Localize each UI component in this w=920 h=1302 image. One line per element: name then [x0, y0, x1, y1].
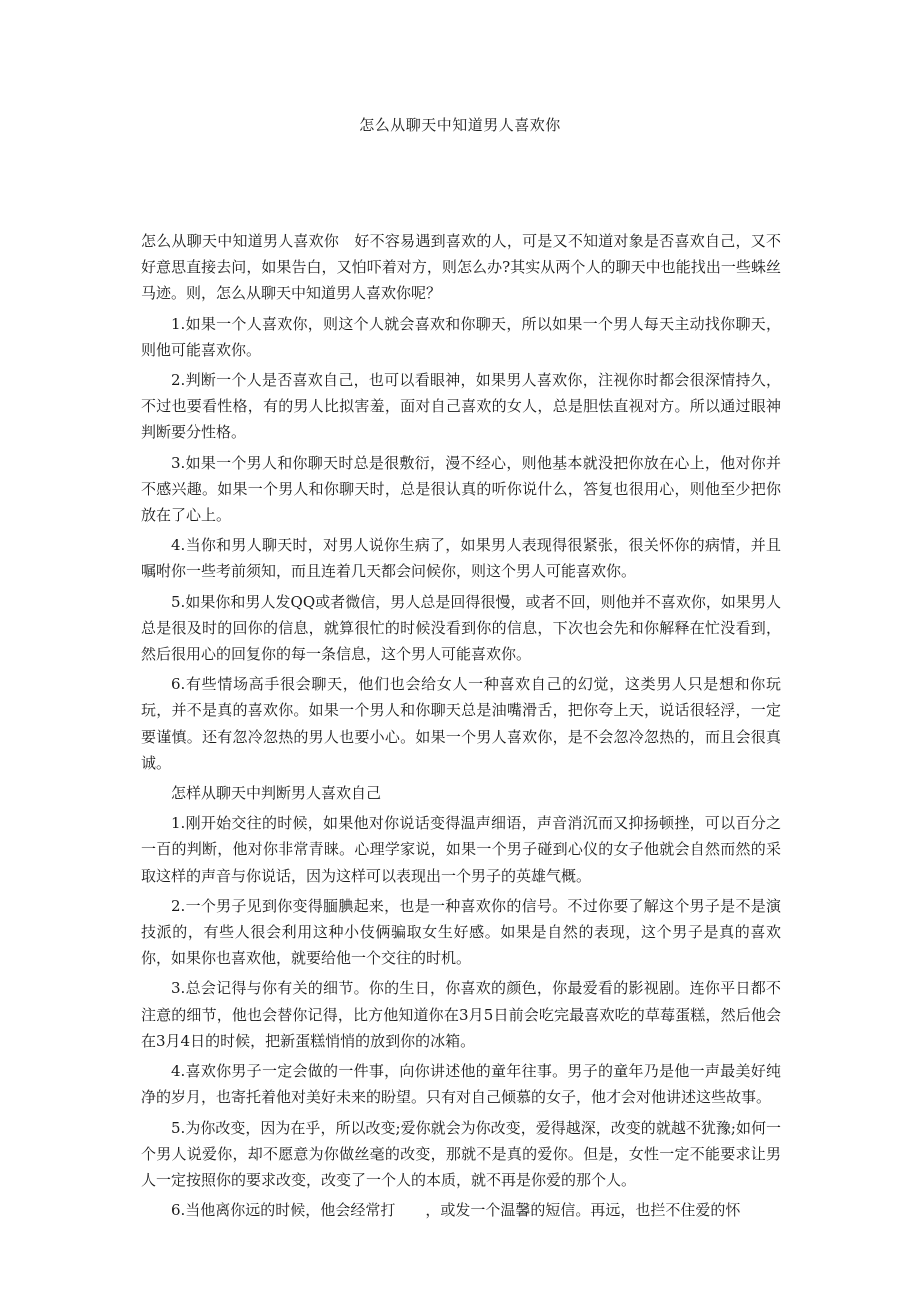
intro-paragraph: 怎么从聊天中知道男人喜欢你 好不容易遇到喜欢的人，可是又不知道对象是否喜欢自己，又不好意思直接去问，如果告白，又怕吓着对方，则怎么办?其实从两个人的聊天中也能找出一些蛛丝马迹。则，怎么从聊天中知道男人喜欢你呢？ [141, 232, 781, 303]
page-title: 怎么从聊天中知道男人喜欢你 [359, 116, 561, 134]
paragraph: 1.刚开始交往的时候，如果他对你说话变得温声细语，声音消沉而又抑扬顿挫，可以百分之一百的判断，他对你非常青睐。心理学家说，如果一个男子碰到心仪的女子他就会自然而然的采取这样的声音与你说话，因为这样可以表现出一个男子的英雄气概。 [141, 814, 781, 885]
paragraph: 3.总会记得与你有关的细节。你的生日，你喜欢的颜色，你最爱看的影视剧。连你平日都不注意的细节，他也会替你记得，比方他知道你在3月5日前会吃完最喜欢吃的草莓蛋糕，然后他会在3月4日的时候，把新蛋糕悄悄的放到你的冰箱。 [141, 979, 781, 1050]
paragraph: 6.有些情场高手很会聊天，他们也会给女人一种喜欢自己的幻觉，这类男人只是想和你玩玩，并不是真的喜欢你。如果一个男人和你聊天总是油嘴滑舌，把你夸上天，说话很轻浮，一定要谨慎。还有忽冷忽热的男人也要小心。如果一个男人喜欢你，是不会忽冷忽热的，而且会很真诚。 [141, 675, 781, 772]
paragraph: 5.如果你和男人发QQ或者微信，男人总是回得很慢，或者不回，则他并不喜欢你，如果男人总是很及时的回你的信息，就算很忙的时候没看到你的信息，下次也会先和你解释在忙没看到，然后很用心的回复你的每一条信息，这个男人可能喜欢你。 [141, 592, 781, 664]
paragraph: 1.如果一个人喜欢你，则这个人就会喜欢和你聊天，所以如果一个男人每天主动找你聊天，则他可能喜欢你。 [141, 314, 781, 359]
section-subheading: 怎样从聊天中判断男人喜欢自己 [171, 784, 382, 803]
paragraph: 4.当你和男人聊天时，对男人说你生病了，如果男人表现得很紧张，很关怀你的病情，并且嘱咐你一些考前须知，而且连着几天都会问候你，则这个男人可能喜欢你。 [141, 536, 781, 581]
paragraph: 3.如果一个男人和你聊天时总是很敷衍，漫不经心，则他基本就没把你放在心上，他对你并不感兴趣。如果一个男人和你聊天时，总是很认真的听你说什么，答复也很用心，则他至少把你放在了心上。 [141, 453, 781, 525]
paragraph: 2.一个男子见到你变得腼腆起来，也是一种喜欢你的信号。不过你要了解这个男子是不是演技派的，有些人很会利用这种小伎俩骗取女生好感。如果是自然的表现，这个男子是真的喜欢你，如果你也喜欢他，就要给他一个交往的时机。 [141, 896, 781, 968]
paragraph: 4.喜欢你男子一定会做的一件事，向你讲述他的童年往事。男子的童年乃是他一声最美好纯净的岁月，也寄托着他对美好未来的盼望。只有对自己倾慕的女子，他才会对他讲述这些故事。 [141, 1062, 781, 1107]
paragraph: 5.为你改变，因为在乎，所以改变;爱你就会为你改变，爱得越深，改变的就越不犹豫;如何一个男人说爱你，却不愿意为你做丝毫的改变，那就不是真的爱你。但是，女性一定不能要求让男人一定按照你的要求改变，改变了一个人的本质，就不再是你爱的那个人。 [141, 1118, 781, 1189]
document-body [141, 228, 781, 1227]
paragraph: 6.当他离你远的时候，他会经常打 ，或发一个温馨的短信。再远，也拦不住爱的怀 [171, 1201, 741, 1220]
paragraph: 2.判断一个人是否喜欢自己，也可以看眼神，如果男人喜欢你，注视你时都会很深情持久，不过也要看性格，有的男人比拟害羞，面对自己喜欢的女人，总是胆怯直视对方。所以通过眼神判断要分性格。 [141, 371, 781, 442]
